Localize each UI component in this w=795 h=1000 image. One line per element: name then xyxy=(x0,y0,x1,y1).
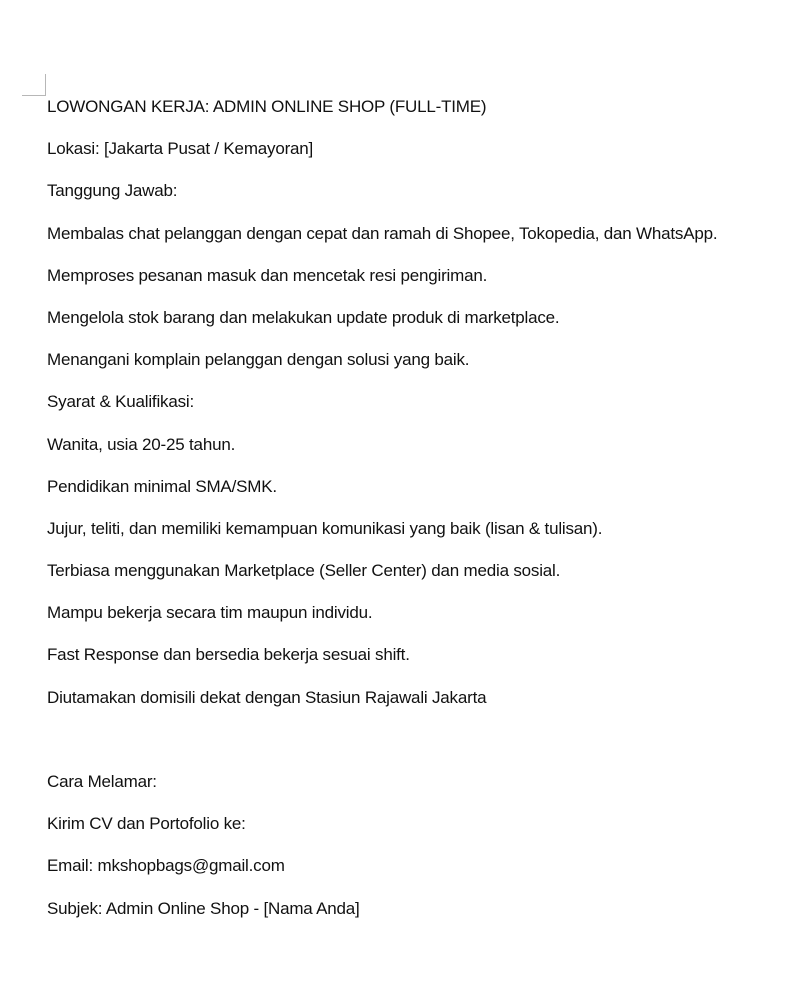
requirement-item: Mampu bekerja secara tim maupun individu. xyxy=(47,603,373,623)
responsibility-item: Memproses pesanan masuk dan mencetak resi pengiriman. xyxy=(47,265,488,285)
requirement-item: Wanita, usia 20-25 tahun. xyxy=(47,434,236,454)
apply-title: Cara Melamar: xyxy=(47,772,157,791)
job-heading: LOWONGAN KERJA: ADMIN ONLINE SHOP (FULL-TIME) xyxy=(47,97,487,116)
responsibility-item: Mengelola stok barang dan melakukan update produk di marketplace. xyxy=(47,307,560,327)
blank-line xyxy=(47,729,792,750)
apply-email: Email: mkshopbags@gmail.com xyxy=(47,856,285,876)
margin-mark-horizontal xyxy=(22,95,46,96)
location-line: Lokasi: [Jakarta Pusat / Kemayoran] xyxy=(47,139,314,159)
requirement-item: Fast Response dan bersedia bekerja sesuai shift. xyxy=(47,645,410,665)
requirements-title: Syarat & Kualifikasi: xyxy=(47,392,194,412)
responsibilities-title: Tanggung Jawab: xyxy=(47,181,178,201)
document-body[interactable] xyxy=(47,96,792,940)
requirement-item: Diutamakan domisili dekat dengan Stasiun Rajawali Jakarta xyxy=(47,687,487,707)
apply-instruction: Kirim CV dan Portofolio ke: xyxy=(47,814,246,834)
responsibility-item: Menangani komplain pelanggan dengan solusi yang baik. xyxy=(47,350,470,370)
responsibility-item: Membalas chat pelanggan dengan cepat dan ramah di Shopee, Tokopedia, dan WhatsApp. xyxy=(47,223,718,243)
margin-mark-vertical xyxy=(45,74,46,96)
apply-subject: Subjek: Admin Online Shop - [Nama Anda] xyxy=(47,898,360,918)
page-margin-corner-mark xyxy=(22,74,46,96)
requirement-item: Pendidikan minimal SMA/SMK. xyxy=(47,476,277,496)
requirement-item: Jujur, teliti, dan memiliki kemampuan komunikasi yang baik (lisan & tulisan). xyxy=(47,518,603,538)
requirement-item: Terbiasa menggunakan Marketplace (Seller Center) dan media sosial. xyxy=(47,561,561,581)
